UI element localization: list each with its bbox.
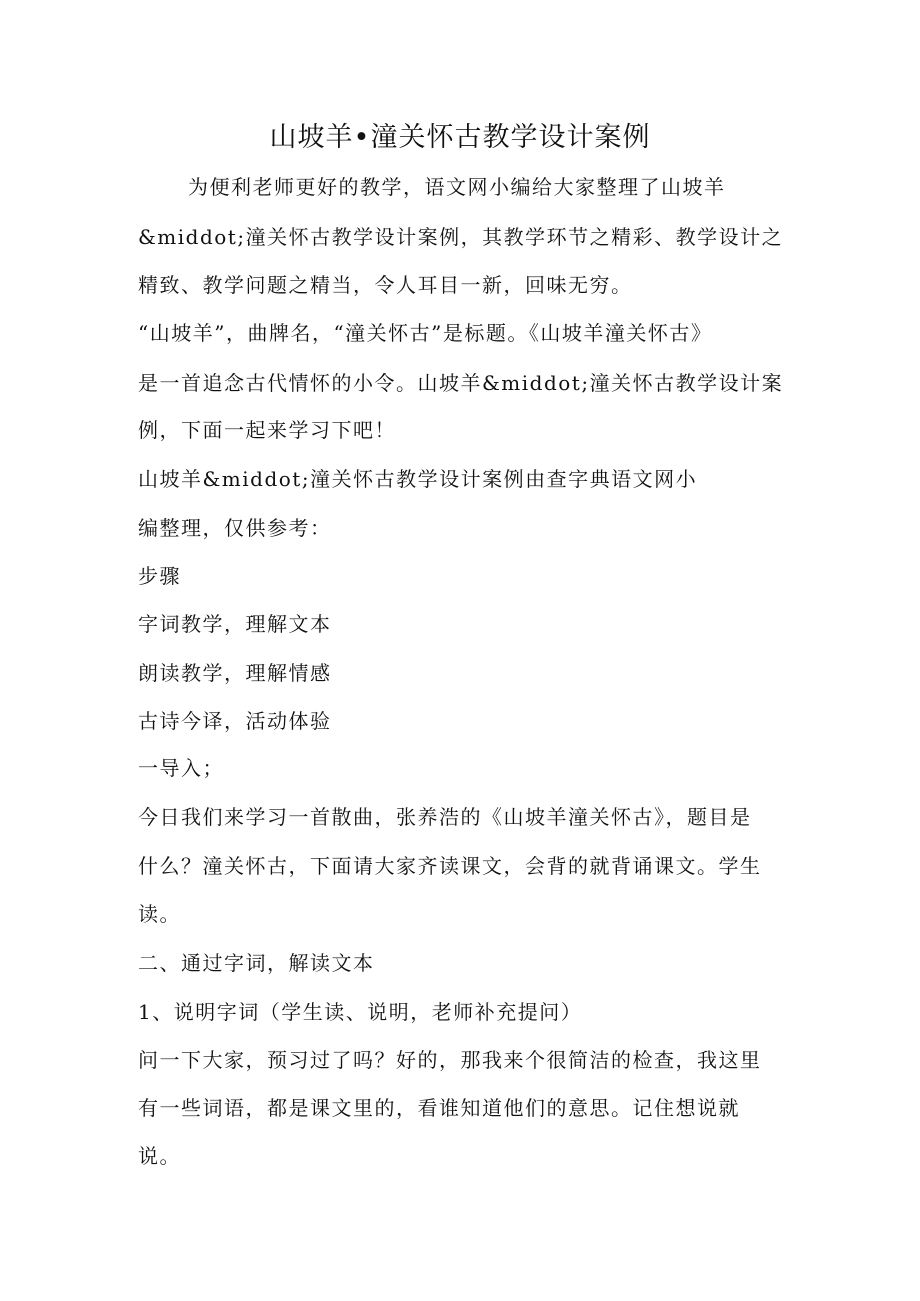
paragraph-line: 山坡羊&middot;潼关怀古教学设计案例由查字典语文网小 xyxy=(138,467,698,491)
paragraph-line: 什么？潼关怀古，下面请大家齐读课文，会背的就背诵课文。学生 xyxy=(138,854,762,878)
paragraph-line: 读。 xyxy=(138,902,181,926)
paragraph-line: 古诗今译，活动体验 xyxy=(138,709,332,733)
paragraph-line: 编整理，仅供参考： xyxy=(138,516,332,540)
paragraph-line: 有一些词语，都是课文里的，看谁知道他们的意思。记住想说就 xyxy=(138,1096,740,1120)
paragraph-line: 朗读教学，理解情感 xyxy=(138,661,332,685)
paragraph-line: 1、说明字词（学生读、说明，老师补充提问） xyxy=(138,1000,583,1024)
document-title: 山坡羊•潼关怀古教学设计案例 xyxy=(269,122,651,153)
paragraph-line: 问一下大家，预习过了吗？好的，那我来个很简洁的检查，我这里 xyxy=(138,1048,762,1072)
paragraph-line: “山坡羊”，曲牌名，“潼关怀古”是标题。《山坡羊潼关怀古》 xyxy=(138,321,713,345)
paragraph-line: 例，下面一起来学习下吧！ xyxy=(138,418,396,442)
paragraph-line: 精致、教学问题之精当，令人耳目一新，回味无穷。 xyxy=(138,273,633,297)
paragraph-line: 是一首追念古代情怀的小令。山坡羊&middot;潼关怀古教学设计案 xyxy=(138,371,784,395)
paragraph-line: 说。 xyxy=(138,1144,181,1168)
paragraph-line: 二、通过字词，解读文本 xyxy=(138,951,375,975)
paragraph-line: &middot;潼关怀古教学设计案例，其教学环节之精彩、教学设计之 xyxy=(138,225,784,249)
paragraph-line: 一导入； xyxy=(138,756,224,780)
paragraph-line: 步骤 xyxy=(138,564,181,588)
paragraph-line: 今日我们来学习一首散曲，张养浩的《山坡羊潼关怀古》，题目是 xyxy=(138,805,752,829)
paragraph-line: 为便利老师更好的教学，语文网小编给大家整理了山坡羊 xyxy=(188,175,726,199)
paragraph-line: 字词教学，理解文本 xyxy=(138,612,332,636)
